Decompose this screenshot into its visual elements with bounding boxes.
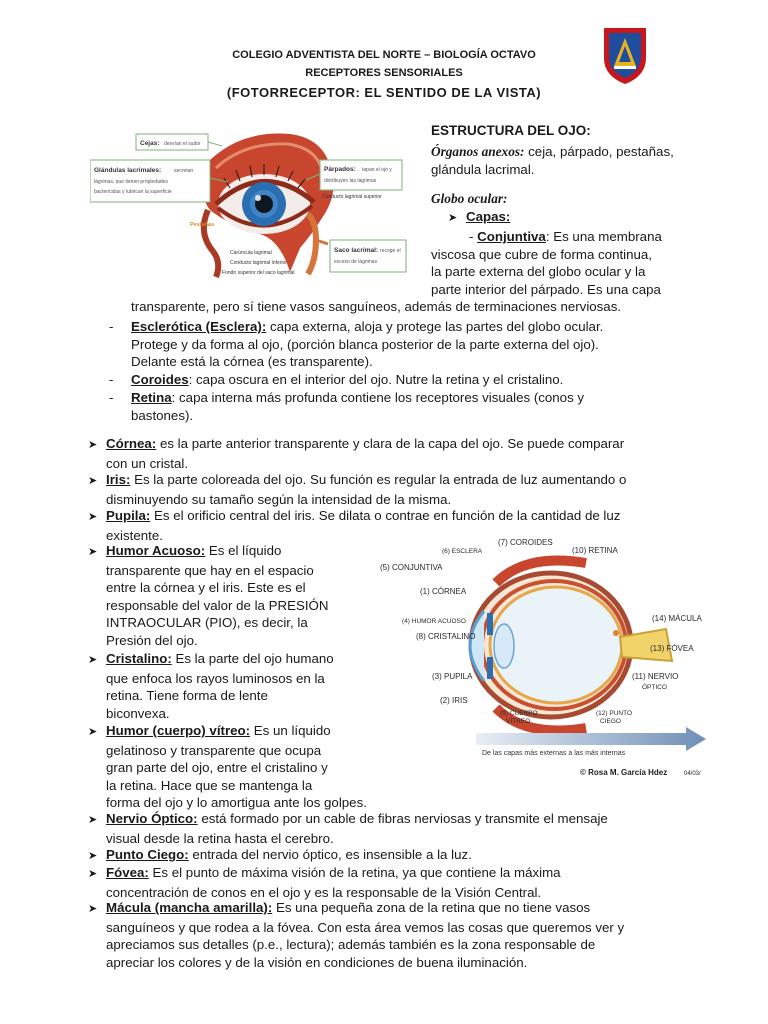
section-title-estructura: ESTRUCTURA DEL OJO: [431,123,591,138]
esclerotica-item: - Esclerótica (Esclera): capa externa, aloja y protege las partes del globo ocular. Protege y da forma al ojo, (porción blanca posterior de la parte externa del ojo). Delante está la córnea (es transparente). [109,319,604,369]
organos-anexos: Órganos anexos: ceja, párpado, pestañas, glándula lacrimal. [431,144,674,177]
svg-text:(10) RETINA: (10) RETINA [572,546,618,555]
svg-text:(11) NERVIO: (11) NERVIO [632,672,679,681]
svg-text:Cejas:: Cejas: [140,140,160,147]
nervio-optico-item: ➤ Nervio Óptico: está formado por un cable de fibras nerviosas y transmite el mensaje visual desde la retina hasta el cerebro. [88,811,608,846]
svg-text:Glándulas lacrimales:: Glándulas lacrimales: [94,167,162,174]
svg-text:lágrimas, que tienen propiedad: lágrimas, que tienen propiedades [94,179,168,185]
arrow-bullet-icon: ➤ [88,511,98,523]
svg-text:desvían el sudor: desvían el sudor [164,141,201,147]
svg-text:Carúncula lagrimal: Carúncula lagrimal [230,250,272,256]
unit-title: RECEPTORES SENSORIALES [305,67,463,79]
svg-text:Conducto lagrimal inferior: Conducto lagrimal inferior [230,260,287,266]
arrow-bullet-icon: ➤ [88,868,98,880]
pupila-item: ➤ Pupila: Es el orificio central del iris. Se dilata o contrae en función de la cantidad de luz existente. [88,508,621,543]
arrow-bullet-icon: ➤ [88,850,98,862]
svg-text:(6) ESCLERA: (6) ESCLERA [442,548,483,555]
arrow-bullet-icon: ➤ [88,654,98,666]
fovea-item: ➤ Fóvea: Es el punto de máxima visión de la retina, ya que contiene la máxima concentración de conos en el ojo y es la responsable de la Visión Central. [88,865,561,900]
svg-text:© Rosa M. García Hdez: © Rosa M. García Hdez [580,768,668,777]
svg-text:(2) IRIS: (2) IRIS [440,696,468,705]
svg-text:VÍTREO: VÍTREO [506,718,531,725]
iris-item: ➤ Iris: Es la parte coloreada del ojo. Su función es regular la entrada de luz aumentando o disminuyendo su tamaño según la intensidad de la misma. [88,472,627,507]
svg-text:(3) PUPILA: (3) PUPILA [432,672,473,681]
punto-ciego-item: ➤ Punto Ciego: entrada del nervio óptico, es insensible a la luz. [88,846,712,866]
conjuntiva-paragraph: - Conjuntiva: Es una membrana viscosa que cubre de forma continua, la parte externa del globo ocular y la parte interior del párpado. Es una capa [431,229,662,297]
svg-text:ÓPTICO: ÓPTICO [642,684,667,691]
svg-text:tapan el ojo y: tapan el ojo y [362,167,392,173]
arrow-bullet-icon: ➤ [88,814,98,826]
cornea-item: ➤ Córnea: es la parte anterior transparente y clara de la capa del ojo. Se puede comparar con un cristal. [88,436,625,471]
arrow-bullet-icon: ➤ [88,546,98,558]
lesson-title: (FOTORRECEPTOR: EL SENTIDO DE LA VISTA) [226,85,542,100]
svg-text:CIEGO: CIEGO [600,718,621,725]
svg-text:(14) MÁCULA: (14) MÁCULA [652,614,702,623]
school-shield-logo [602,26,648,86]
capas-heading: ➤ Capas: [448,208,510,228]
globo-ocular-heading: Globo ocular: [431,191,508,206]
arrow-bullet-icon: ➤ [88,903,98,915]
conjuntiva-continuation: transparente, pero sí tiene vasos sanguíneos, además de terminaciones nerviosas. [131,299,622,314]
svg-text:exceso de lágrimas: exceso de lágrimas [334,259,378,265]
callout-parpados [306,160,402,190]
svg-text:(9) CUERPO: (9) CUERPO [500,710,538,717]
eye-cross-section-figure [376,533,716,783]
callout-glandulas [90,160,228,202]
svg-text:(8) CRISTALINO: (8) CRISTALINO [416,632,476,641]
svg-text:bactericidas y lubrican la sup: bactericidas y lubrican la superficie [94,189,172,195]
svg-text:secretan: secretan [174,168,194,174]
retina-item: - Retina: capa interna más profunda contiene los receptores visuales (conos y bastones). [109,390,585,423]
macula-item: ➤ Mácula (mancha amarilla): Es una pequeña zona de la retina que no tiene vasos sanguíneos y que rodea a la fóvea. Con esta área vemos las cosas que queremos ver y apreciamos sus detalles (p.e., lectura); además también es la zona responsable de apreciar los colores y de la visión en condiciones de buena iluminación. [88,900,625,970]
eye-annexes-figure [90,122,420,284]
svg-text:Saco lacrimal:: Saco lacrimal: [334,247,379,254]
svg-text:(1) CÓRNEA: (1) CÓRNEA [420,587,467,596]
svg-text:Párpados:: Párpados: [324,166,356,173]
arrow-bullet-icon: ➤ [88,439,98,451]
svg-text:(5) CONJUNTIVA: (5) CONJUNTIVA [380,563,443,572]
svg-text:(4) HUMOR ACUOSO: (4) HUMOR ACUOSO [402,618,466,625]
svg-text:De las capas más externas a la: De las capas más externas a las más internas [482,750,626,757]
svg-text:recoge el: recoge el [380,248,401,254]
svg-text:Conducto lagrimal superior: Conducto lagrimal superior [322,194,382,200]
callout-saco [330,240,406,272]
vitreo-item: ➤ Humor (cuerpo) vítreo: Es un líquido gelatinoso y transparente que ocupa gran parte del ojo, entre el cristalino y la retina. Hace que se mantenga la forma del ojo y lo amortigua ante los golpes. [88,723,367,810]
svg-text:Fondo superior del saco lagrim: Fondo superior del saco lagrimal [222,270,295,276]
svg-text:04/03/: 04/03/ [684,771,701,777]
humor-acuoso-item: ➤ Humor Acuoso: Es el líquido transparente que hay en el espacio entre la córnea y el iris. Este es el responsable del valor de la PRESIÓN INTRAOCULAR (PIO), es decir, la Presión del ojo. [88,543,329,648]
svg-text:(13) FÓVEA: (13) FÓVEA [650,644,694,653]
coroides-item: - Coroides: capa oscura en el interior del ojo. Nutre la retina y el cristalino. [109,372,564,387]
cristalino-item: ➤ Cristalino: Es la parte del ojo humano que enfoca los rayos luminosos en la retina. Tiene forma de lente biconvexa. [88,651,334,721]
svg-text:(12) PUNTO: (12) PUNTO [596,710,632,717]
svg-text:Pestañas: Pestañas [190,222,215,228]
svg-text:(7) COROIDES: (7) COROIDES [498,538,553,547]
arrow-bullet-icon: ➤ [448,212,458,224]
arrow-bullet-icon: ➤ [88,475,98,487]
school-title: COLEGIO ADVENTISTA DEL NORTE – BIOLOGÍA OCTAVO [232,49,536,61]
svg-text:distribuyen las lágrimas: distribuyen las lágrimas [324,178,377,184]
arrow-bullet-icon: ➤ [88,726,98,738]
